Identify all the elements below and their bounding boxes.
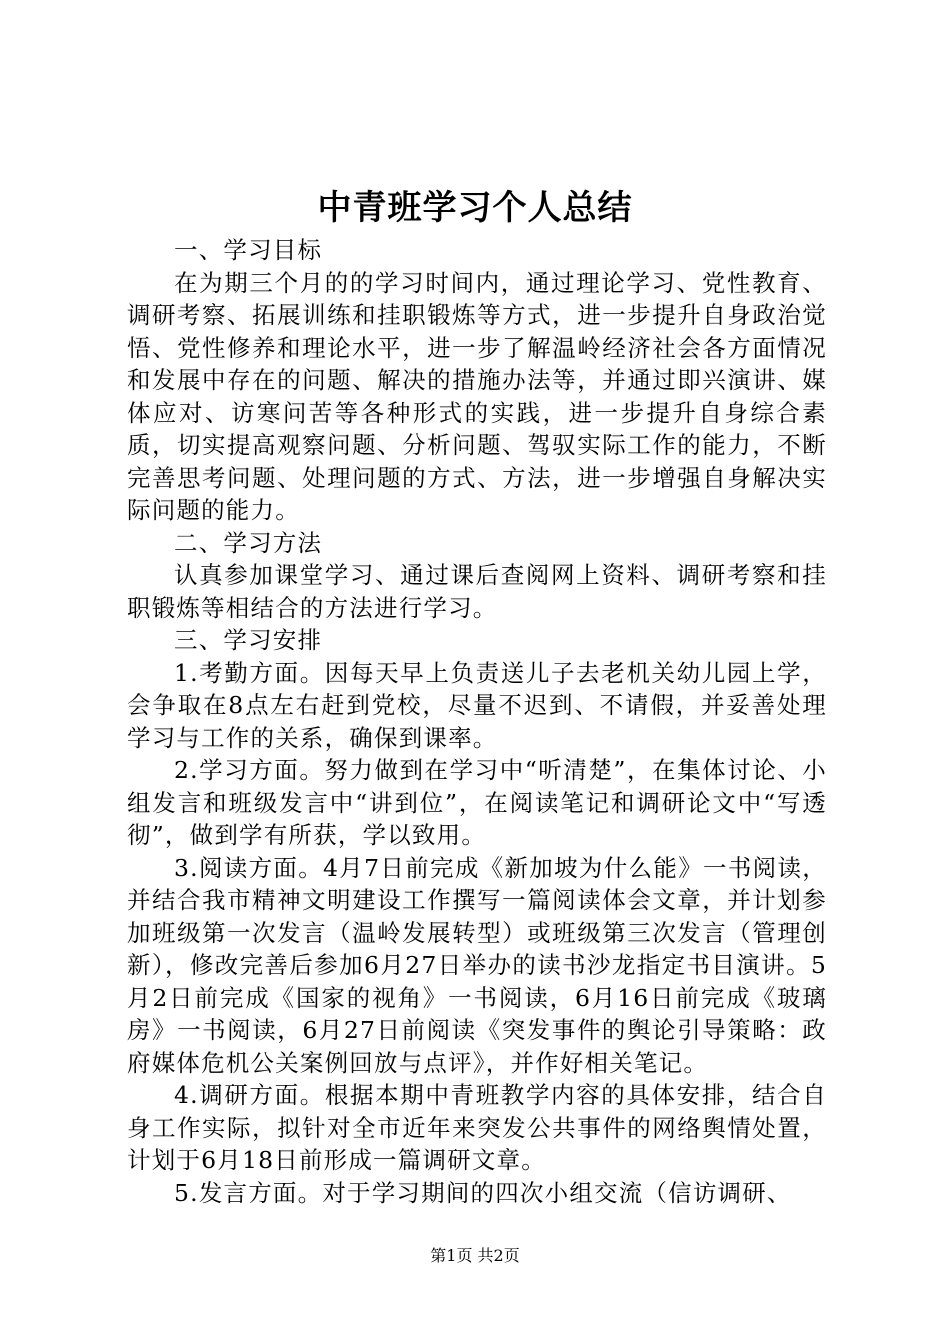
section-heading-goals: 一、学习目标 (174, 236, 323, 264)
section-heading-methods: 二、学习方法 (174, 528, 323, 557)
paragraph-research: 4.调研方面。根据本期中青班教学内容的具体安排，结合自身工作实际，拟针对全市近年来突发公共事件的网络舆情处置，计划于6月18日前形成一篇调研文章。 (127, 1081, 827, 1174)
paragraph-goals: 在为期三个月的的学习时间内，通过理论学习、党性教育、调研考察、拓展训练和挂职锻炼等方式，进一步提升自身政治觉悟、党性修养和理论水平，进一步了解温岭经济社会各方面情况和发展中存在的问题、解决的措施办法等，并通过即兴演讲、媒体应对、访寒问苦等各种形式的实践，进一步提升自身综合素质，切实提高观察问题、分析问题、驾驭实际工作的能力，不断完善思考问题、处理问题的方式、方法，进一步增强自身解决实际问题的能力。 (127, 268, 827, 524)
paragraph-speaking: 5.发言方面。对于学习期间的四次小组交流（信访调研、 (174, 1178, 792, 1207)
section-heading-schedule: 三、学习安排 (174, 626, 323, 654)
paragraph-study: 2.学习方面。努力做到在学习中“听清楚”，在集体讨论、小组发言和班级发言中“讲到位”，在阅读笔记和调研论文中“写透彻”，做到学有所获，学以致用。 (127, 756, 827, 849)
paragraph-attendance: 1.考勤方面。因每天早上负责送儿子去老机关幼儿园上学，会争取在8点左右赶到党校，尽量不迟到、不请假，并妥善处理学习与工作的关系，确保到课率。 (127, 658, 827, 752)
document-title: 中青班学习个人总结 (317, 188, 633, 228)
document-body (127, 234, 827, 1209)
paragraph-reading: 3.阅读方面。4月7日前完成《新加坡为什么能》一书阅读，并结合我市精神文明建设工作撰写一篇阅读体会文章，并计划参加班级第一次发言（温岭发展转型）或班级第三次发言（管理创新），修改完善后参加6月27日举办的读书沙龙指定书目演讲。5月2日前完成《国家的视角》一书阅读，6月16日前完成《玻璃房》一书阅读，6月27日前阅读《突发事件的舆论引导策略：政府媒体危机公关案例回放与点评》，并作好相关笔记。 (127, 853, 827, 1077)
page-number-footer: 第1页 共2页 (430, 1246, 520, 1265)
paragraph-methods: 认真参加课堂学习、通过课后查阅网上资料、调研考察和挂职锻炼等相结合的方法进行学习。 (127, 561, 827, 622)
